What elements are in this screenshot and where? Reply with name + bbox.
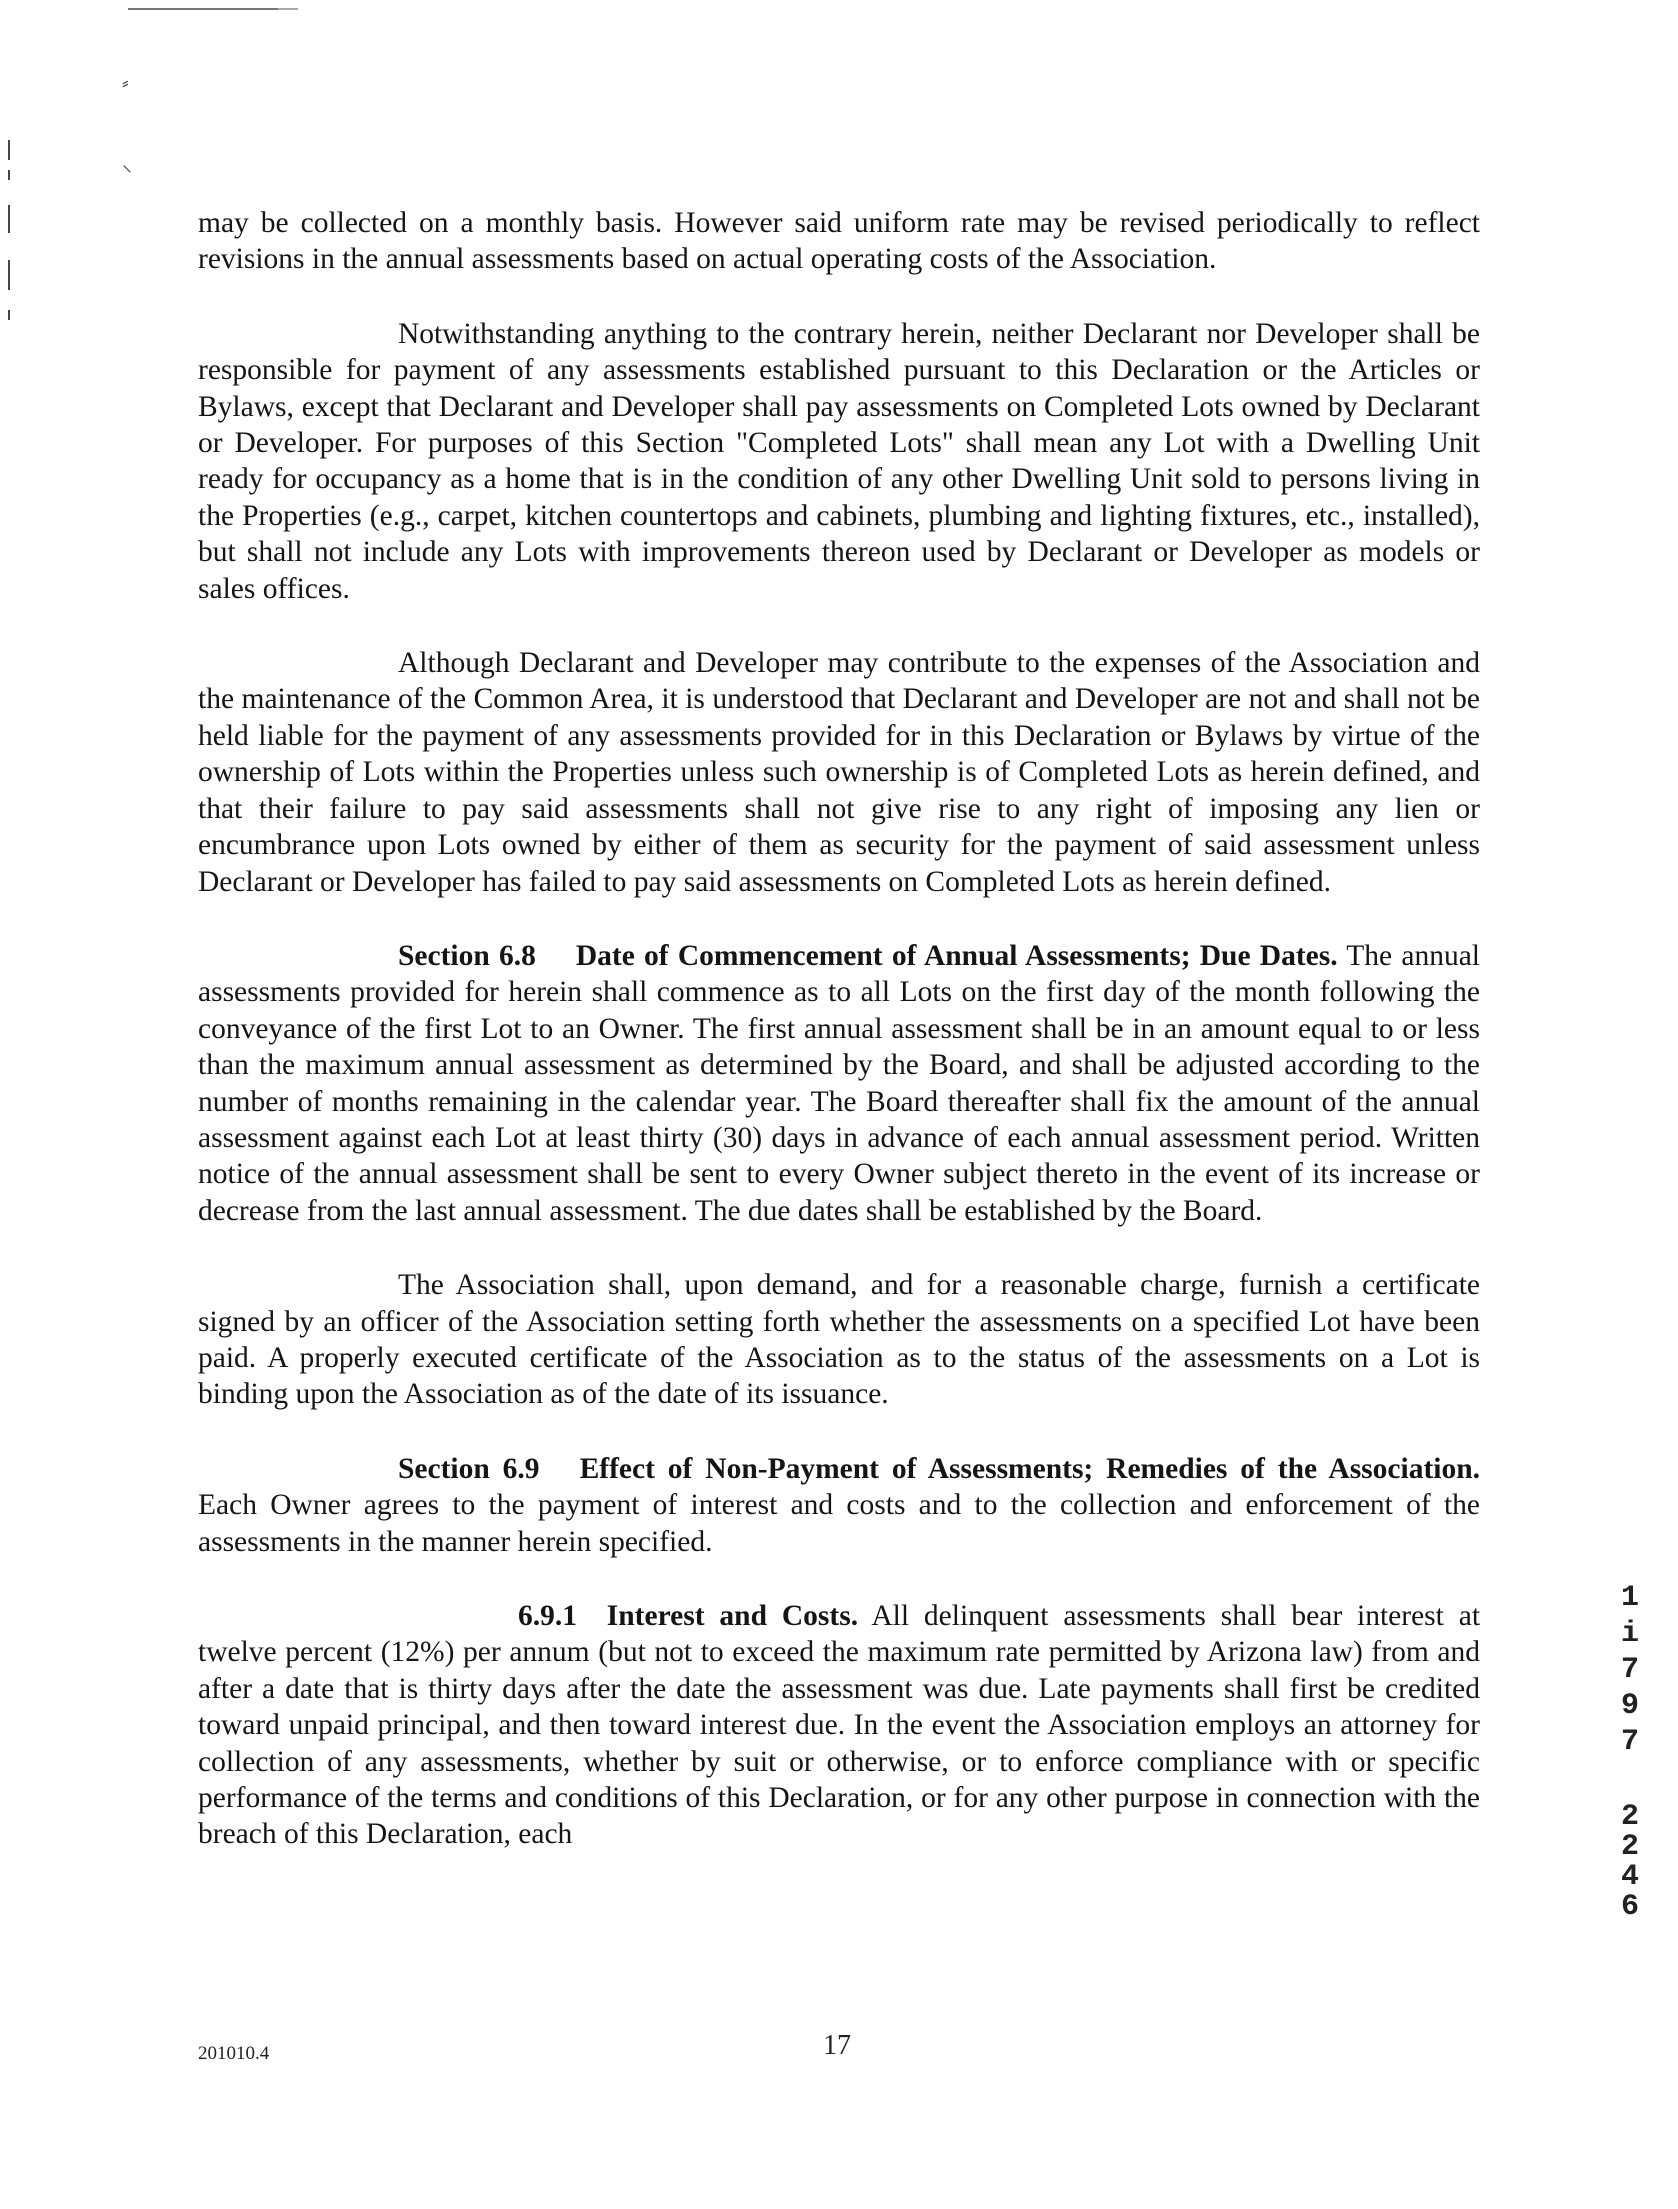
footer-document-id: 201010.4: [198, 2043, 270, 2064]
stamp-digit: 7: [1620, 1653, 1639, 1687]
section-6-9: [198, 1451, 1480, 1560]
scan-margin-tick: [8, 260, 10, 290]
section-6-9-1: [198, 1598, 1480, 1853]
scan-rule-top: [128, 8, 278, 10]
stamp-digit: 4: [1620, 1860, 1639, 1894]
scan-margin-tick: [8, 310, 10, 320]
scan-rule-top-faint: [278, 8, 298, 10]
scan-margin-tick: [8, 170, 10, 180]
section-6-9-1-text: All delinquent assessments shall bear interest at twelve percent (12%) per annum (but not to exceed the maximum rate permitted by Arizona law) from and after a date that is thirty days after the date the assessment was due. Late payments shall first be credited toward unpaid principal, and then toward interest due. In the event the Association employs an attorney for collection of any assessments, whether by suit or otherwise, or to enforce compliance with or specific performance of the terms and conditions of this Declaration, or for any other purpose in connection with the breach of this Declaration, each: [198, 1600, 1481, 1851]
section-6-8-title: Date of Commencement of Annual Assessments; Due Dates.: [575, 939, 1338, 972]
scan-speck: ⸜: [122, 154, 132, 176]
section-6-9-number: Section 6.9: [398, 1452, 540, 1485]
paragraph-developer-liability: Although Declarant and Developer may contribute to the expenses of the Association and the maintenance of the Common Area, it is understood that Declarant and Developer are not and shall not be held liable for the payment of any assessments provided for in this Declaration or Bylaws by virtue of the ownership of Lots within the Properties unless such ownership is of Completed Lots as herein defined, and that their failure to pay said assessments shall not give rise to any right of imposing any lien or encumbrance upon Lots owned by either of them as security for the payment of said assessment unless Declarant or Developer has failed to pay said assessments on Completed Lots as herein defined.: [198, 647, 1480, 898]
section-6-8: [198, 938, 1480, 1229]
scan-speck: ⸗: [122, 72, 129, 94]
recording-stamp-bottom: [1610, 1802, 1650, 1922]
stamp-digit: 6: [1620, 1890, 1639, 1924]
stamp-digit: i: [1620, 1617, 1639, 1651]
section-6-8-text: The annual assessments provided for herein shall commence as to all Lots on the first day of the month following the conveyance of the first Lot to an Owner. The first annual assessment shall be in an amount equal to or less than the maximum annual assessment as determined by the Board, and shall be adjusted according to the number of months remaining in the calendar year. The Board thereafter shall fix the amount of the annual assessment against each Lot at least thirty (30) days in advance of each annual assessment period. Written notice of the annual assessment shall be sent to every Owner subject thereto in the event of its increase or decrease from the last annual assessment. The due dates shall be established by the Board.: [198, 939, 1480, 1227]
scan-margin-tick: [8, 205, 10, 233]
stamp-digit: 2: [1620, 1830, 1639, 1864]
recording-stamp: [1610, 1580, 1650, 1922]
scan-margin-tick: [8, 140, 10, 160]
stamp-digit: 2: [1620, 1800, 1639, 1834]
stamp-digit: 1: [1620, 1581, 1639, 1615]
section-6-9-title: Effect of Non-Payment of Assessments; Remedies of the Association.: [579, 1452, 1480, 1485]
recording-stamp-top: [1610, 1580, 1650, 1760]
stamp-digit: 9: [1620, 1689, 1639, 1723]
section-6-9-1-number: 6.9.1: [518, 1600, 577, 1632]
paragraph-continuation: may be collected on a monthly basis. However said uniform rate may be revised periodically to reflect revisions in the annual assessments based on actual operating costs of the Association.: [198, 207, 1480, 276]
section-6-8-number: Section 6.8: [398, 939, 536, 972]
document-body: [198, 205, 1480, 1853]
section-6-9-1-title: Interest and Costs.: [606, 1600, 859, 1632]
section-6-9-text: Each Owner agrees to the payment of interest and costs and to the collection and enforcement of the assessments in the manner herein specified.: [198, 1489, 1480, 1558]
paragraph-completed-lots: Notwithstanding anything to the contrary herein, neither Declarant nor Developer shall be responsible for payment of any assessments established pursuant to this Declaration or the Articles or Bylaws, except that Declarant and Developer shall pay assessments on Completed Lots owned by Declarant or Developer. For purposes of this Section "Completed Lots" shall mean any Lot with a Dwelling Unit ready for occupancy as a home that is in the condition of any other Dwelling Unit sold to persons living in the Properties (e.g., carpet, kitchen countertops and cabinets, plumbing and lighting fixtures, etc., installed), but shall not include any Lots with improvements thereon used by Declarant or Developer as models or sales offices.: [198, 317, 1480, 605]
stamp-digit: 7: [1620, 1725, 1639, 1759]
page-number: 17: [823, 2030, 851, 2061]
paragraph-certificate: The Association shall, upon demand, and for a reasonable charge, furnish a certificate signed by an officer of the Association setting forth whether the assessments on a specified Lot have been paid. A properly executed certificate of the Association as to the status of the assessments on a Lot is binding upon the Association as of the date of its issuance.: [198, 1269, 1480, 1411]
